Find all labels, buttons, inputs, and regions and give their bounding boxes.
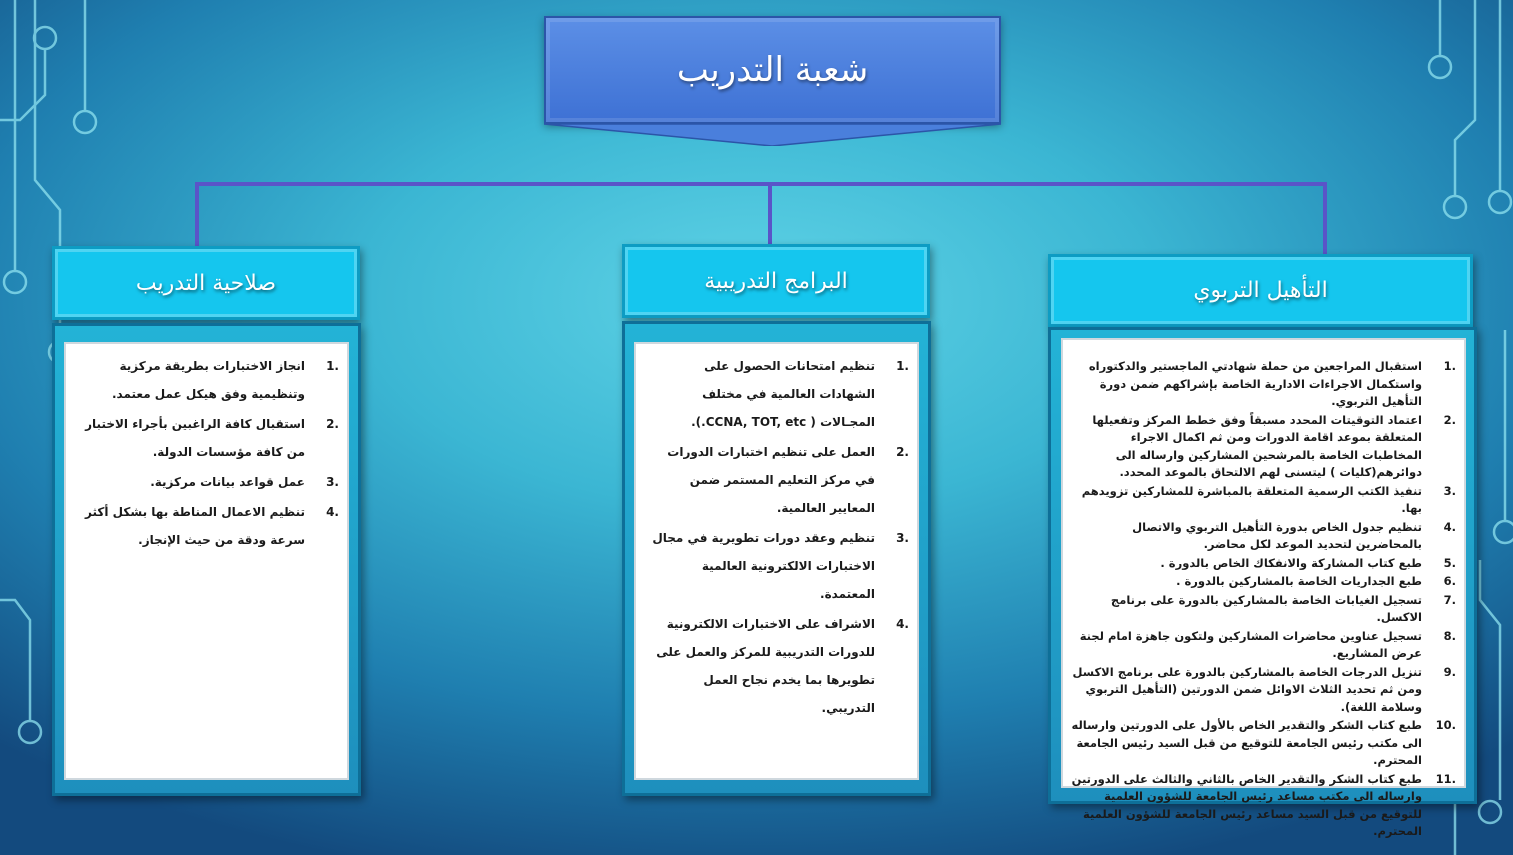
header-educational-qualification: التأهيل التربوي bbox=[1048, 254, 1473, 327]
list-item: 1. استقبال المراجعين من حملة شهادتي الماجستير والدكتوراه واستكمال الاجراءات الادارية الخاصة بإشراكهم ضمن دورة التأهيل التربوي. bbox=[1088, 359, 1456, 408]
list-item: 3. تنظيم وعقد دورات تطويرية في مجال الاختبارات الالكترونية العالمية المعتمدة. bbox=[652, 531, 909, 601]
connector-middle bbox=[768, 186, 772, 244]
connector-right bbox=[1323, 182, 1327, 254]
list-item: 1. انجاز الاختبارات بطريقة مركزية وتنظيمية وفق هيكل عمل معتمد. bbox=[111, 359, 339, 401]
header-training-authority: صلاحية التدريب bbox=[52, 246, 360, 320]
list-item: 8. تسجيل عناوين محاضرات المشاركين ولتكون جاهزة امام لجنة عرض المشاريع. bbox=[1079, 628, 1456, 660]
list-item: 4. تنظيم الاعمال المناطة بها بشكل أكثر سرعة ودقة من حيث الإنجاز. bbox=[85, 505, 339, 547]
list-educational-qualification bbox=[1071, 358, 1456, 841]
list-item: 6. طبع الجداريات الخاصة بالمشاركين بالدورة . bbox=[1176, 574, 1456, 588]
list-item: 2. اعتماد التوقيتات المحدد مسبقاً وفق خطط المركز وتفعيلها المتعلقة بموعد اقامة الدورات ومن ثم اكمال الاجراء المخاطبات الخاصة بالمرشحين المشاركين وارساله الى دوائرهم(كليات ) ليتسنى لهم الالتحاق بالموعد المحدد. bbox=[1092, 412, 1456, 479]
connector-horizontal bbox=[195, 182, 1327, 186]
list-item: 5. طبع كتاب المشاركة والانفكاك الخاص بالدورة . bbox=[1160, 555, 1456, 570]
list-item: 3. تنفيذ الكتب الرسمية المتعلقة بالمباشرة للمشاركين تزويدهم بها. bbox=[1081, 483, 1456, 515]
chart-title: شعبة التدريب bbox=[676, 50, 869, 90]
list-item: 4. الاشراف على الاختبارات الالكترونية للدورات التدريبية للمركز والعمل على تطويرها بما يخدم نجاح العمل التدريبي. bbox=[656, 617, 909, 715]
list-training-authority bbox=[80, 352, 339, 554]
list-item: 4. تنظيم جدول الخاص بدورة التأهيل التربوي والاتصال بالمحاضرين لتحديد الموعد لكل محاضر. bbox=[1132, 519, 1456, 551]
list-item: 11. طبع كتاب الشكر والتقدير الخاص بالثاني والثالث على الدورتين وارساله الى مكتب مساعد رئيس الجامعة للشؤون العلمية للتوقيع من قبل السيد مساعد رئيس الجامعة للشؤون العلمية المحترم. bbox=[1071, 771, 1456, 838]
list-item: 9. تنزيل الدرجات الخاصة بالمشاركين بالدورة على برنامج الاكسل ومن ثم تحديد الثلاث الاوائل ضمن الدورتين (التأهيل التربوي وسلامة اللغة). bbox=[1072, 664, 1456, 714]
list-item: 7. تسجيل الغيابات الخاصة بالمشاركين بالدورة على برنامج الاكسل. bbox=[1110, 592, 1456, 624]
header-training-programs: البرامج التدريبية bbox=[622, 244, 930, 318]
list-item: 3. عمل قواعد بيانات مركزية. bbox=[150, 475, 339, 489]
list-item: 2. استقبال كافة الراغبين بأجراء الاختبار من كافة مؤسسات الدولة. bbox=[85, 417, 339, 459]
list-item: 2. العمل على تنظيم اختبارات الدورات في مركز التعليم المستمر ضمن المعايير العالمية. bbox=[667, 445, 909, 515]
panel-left bbox=[64, 342, 349, 780]
list-item: 10. طبع كتاب الشكر والتقدير الخاص بالأول على الدورتين وارساله الى مكتب رئيس الجامعة للتوقيع من قبل السيد رئيس الجامعة المحترم. bbox=[1071, 718, 1456, 767]
panel-middle bbox=[634, 342, 919, 780]
list-item: 1. تنظيم امتحانات الحصول على الشهادات العالمية في مختلف المجـالات ( CCNA, TOT, etc.). bbox=[691, 359, 909, 429]
list-training-programs bbox=[650, 352, 909, 722]
connector-left bbox=[195, 182, 199, 246]
title-arrow-shape bbox=[544, 124, 1001, 146]
panel-right bbox=[1061, 338, 1466, 838]
